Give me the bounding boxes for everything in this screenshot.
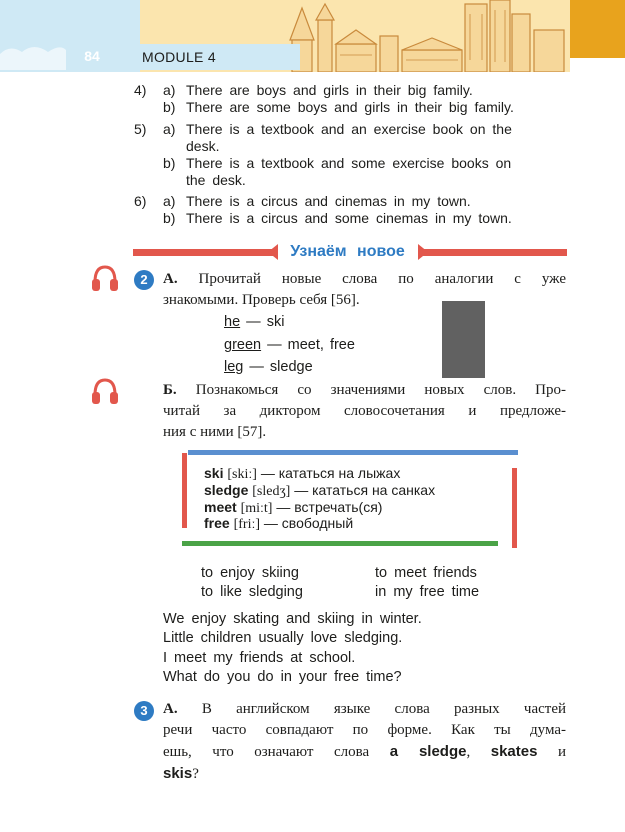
task2-instruction-a — [163, 269, 566, 311]
meaning: — кататься на санках — [294, 482, 436, 498]
phrase: to meet friends — [375, 565, 477, 581]
phrase: to enjoy skiing — [201, 565, 299, 581]
transcription: [skiː] — [227, 467, 257, 482]
page-number: 84 — [84, 48, 100, 64]
phrase: in my free time — [375, 584, 480, 600]
part-label: Б. — [163, 382, 177, 398]
task2-instruction-b — [163, 380, 566, 443]
meaning: — кататься на лыжах — [260, 465, 401, 481]
phrase: to like sledging — [201, 584, 303, 600]
headphones-icon[interactable] — [90, 264, 120, 294]
question-mark: ? — [192, 766, 199, 782]
task-number-2: 2 — [134, 270, 154, 290]
page-header — [0, 0, 625, 72]
transcription: [sledʒ] — [252, 484, 291, 499]
option-label: a) — [163, 121, 176, 137]
part-label: А. — [163, 271, 178, 287]
instruction-text: ешь, что означают слова — [163, 744, 390, 760]
vocab-word: ski — [204, 465, 224, 481]
vocab-entry — [204, 465, 400, 483]
instruction-line: знакомыми. Проверь себя [56]. — [163, 292, 360, 308]
example-sentence: Little children usually love sledging. — [163, 630, 403, 646]
section-title: Узнаём новое — [290, 243, 405, 260]
sentence: There is a textbook and an exercise book on the — [186, 121, 512, 137]
sentence: There are some boys and girls in their big family. — [186, 99, 514, 115]
sentence: There are boys and girls in their big family. — [186, 82, 473, 98]
section-divider-left — [133, 249, 275, 256]
conjunction: и — [537, 744, 567, 760]
sentence: There is a textbook and some exercise books on — [186, 155, 512, 171]
word-pair — [224, 358, 313, 376]
task-number-3: 3 — [134, 701, 154, 721]
keyword-sledge: a sledge — [389, 743, 467, 760]
option-label: b) — [163, 210, 176, 226]
example-sentence: What do you do in your free time? — [163, 669, 402, 685]
example-sentence: I meet my friends at school. — [163, 650, 356, 666]
sentence: There is a circus and cinemas in my town. — [186, 193, 471, 209]
vocab-box-left-border — [182, 453, 187, 528]
instruction-line-4 — [163, 763, 566, 785]
instruction-line: читай за диктором словосочетания и предложе- — [163, 403, 566, 419]
instruction-line: В английском языке слова разных частей — [201, 701, 567, 717]
vocab-word: meet — [204, 499, 237, 515]
sentence: There is a circus and some cinemas in my town. — [186, 210, 512, 226]
meaning: — свободный — [263, 515, 354, 531]
item-number: 6) — [134, 193, 147, 209]
instruction-line: ния с ними [57]. — [163, 424, 267, 440]
instruction-line: Познакомься со значениями новых слов. Про- — [195, 382, 566, 398]
word-pair — [224, 313, 284, 331]
headphones-icon[interactable] — [90, 377, 120, 407]
key-word: green — [224, 337, 262, 353]
module-color-strip — [570, 0, 625, 58]
sentence: the desk. — [186, 172, 246, 188]
option-label: b) — [163, 99, 176, 115]
vocab-word: free — [204, 515, 230, 531]
vocab-box-top-border — [188, 450, 518, 455]
item-number: 4) — [134, 82, 147, 98]
option-label: a) — [163, 193, 176, 209]
vocab-entry — [204, 482, 435, 500]
part-label: А. — [163, 701, 178, 717]
vocab-entry — [204, 515, 353, 533]
vocab-box-right-border — [512, 468, 517, 548]
example-sentence: We enjoy skating and skiing in winter. — [163, 611, 422, 627]
meaning: — встречать(ся) — [276, 499, 383, 515]
option-label: a) — [163, 82, 176, 98]
module-label: MODULE 4 — [142, 49, 216, 65]
keyword-skis: skis — [163, 765, 193, 782]
task3-instruction — [163, 699, 566, 785]
vocab-word: sledge — [204, 482, 249, 498]
vocab-box-bottom-border — [182, 541, 498, 546]
item-number: 5) — [134, 121, 147, 137]
instruction-line: Прочитай новые слова по аналогии с уже — [198, 271, 566, 287]
instruction-line: речи часто совпадают по форме. Как ты дума- — [163, 722, 566, 738]
separator: , — [466, 744, 491, 760]
grey-block — [442, 301, 485, 378]
section-divider-right — [420, 249, 567, 256]
new-words: — meet, free — [261, 337, 355, 353]
key-word: he — [224, 314, 241, 330]
new-words: — ski — [240, 314, 285, 330]
instruction-line-3 — [163, 741, 566, 763]
transcription: [miːt] — [240, 501, 273, 516]
sentence: desk. — [186, 138, 220, 154]
option-label: b) — [163, 155, 176, 171]
word-pair — [224, 336, 355, 354]
transcription: [friː] — [233, 517, 261, 532]
keyword-skates: skates — [490, 743, 538, 760]
key-word: leg — [224, 359, 244, 375]
new-words: — sledge — [243, 359, 313, 375]
